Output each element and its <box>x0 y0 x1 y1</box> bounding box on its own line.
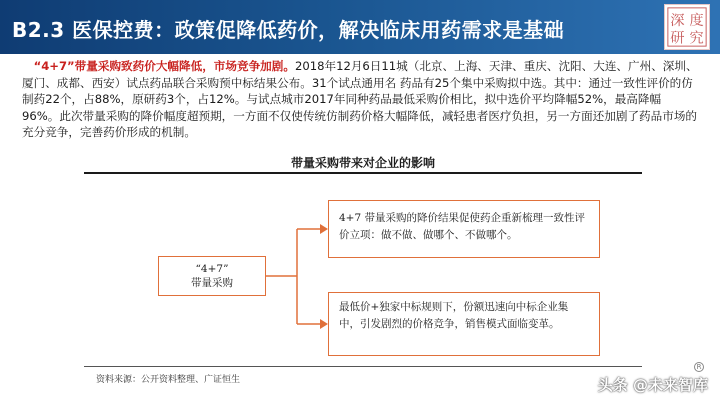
slide-title: B2.3 医保控费：政策促降低药价，解决临床用药需求是基础 <box>12 18 565 42</box>
policy-box-line1: “4+7” <box>195 263 229 275</box>
impact-figure <box>84 154 642 384</box>
figure-bottom-rule <box>84 366 642 367</box>
header-bar <box>0 0 720 54</box>
seal-char-4: 究 <box>689 30 704 47</box>
seal-char-3: 研 <box>670 30 685 47</box>
watermark: 头条 @未来智库 <box>597 376 708 394</box>
seal-char-2: 度 <box>689 13 704 30</box>
intro-body: 2018年12月6日11城（北京、上海、天津、重庆、沈阳、大连、广州、深圳、厦门、成都、西安）试点药品联合采购预中标结果公布。31个试点通用名 药品有25个集中采购拟中选。其中：通过一致性评价的仿制药22个，占88%，原研药3个，占12%。与试点城市2017年同种药品最低采购价相比，拟中选价平均降幅52%，最高降幅96%。此次带量采购的降价幅度超预期，一方面不仅使传统仿制药价格大幅降低，减轻患者医疗负担，另一方面还加剧了药品市场的充分竞争，完善药价形成的机制。 <box>22 59 698 140</box>
impact-box-evaluation: 4+7 带量采购的降价结果促使药企重新梳理一致性评价立项：做不做、做哪个、不做哪个。 <box>328 200 600 258</box>
arrow-bottom-icon <box>320 319 328 329</box>
seal-logo <box>664 4 710 50</box>
intro-highlight: “4+7”带量采购致药价大幅降低，市场竞争加剧。 <box>33 59 295 73</box>
policy-box <box>158 256 266 296</box>
impact-box-competition: 最低价+独家中标规则下，份额迅速向中标企业集中，引发剧烈的价格竞争，销售模式面临变革。 <box>328 292 600 356</box>
arrow-top-icon <box>320 224 328 234</box>
source-note: 资料来源：公开资料整理、广证恒生 <box>96 375 241 385</box>
watermark-registered-icon: R <box>694 362 704 372</box>
policy-box-line2: 带量采购 <box>191 277 233 289</box>
intro-paragraph <box>22 58 698 141</box>
figure-title: 带量采购带来对企业的影响 <box>290 156 435 170</box>
seal-logo-graphic <box>665 5 709 49</box>
seal-char-1: 深 <box>670 13 685 30</box>
